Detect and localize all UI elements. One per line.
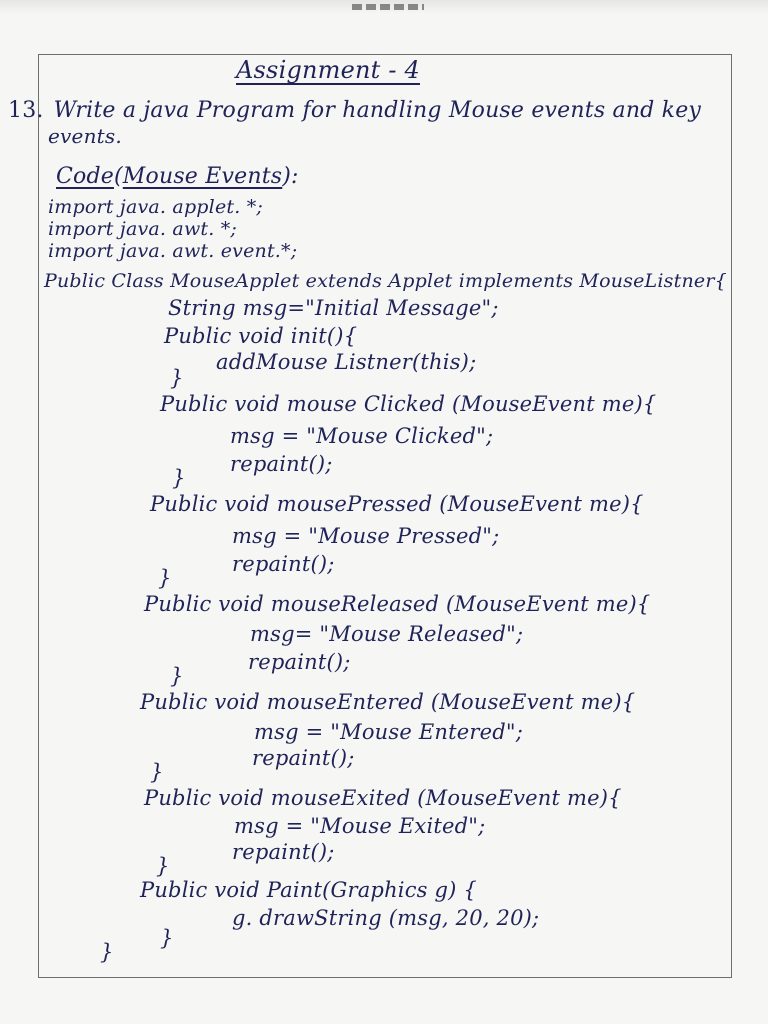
- code-label: Code: [56, 164, 114, 189]
- code-line: repaint();: [252, 746, 355, 770]
- code-line: import java. awt. *;: [48, 218, 238, 240]
- code-line: repaint();: [232, 552, 335, 576]
- code-line: import java. awt. event.*;: [48, 240, 298, 262]
- page-top-mark: [352, 4, 424, 10]
- code-heading-paren-close: ):: [282, 164, 299, 189]
- code-line: Public void mouse Clicked (MouseEvent me){: [160, 392, 657, 416]
- code-line: }: [172, 466, 186, 490]
- code-heading-paren-open: (: [113, 164, 123, 189]
- code-line: addMouse Listner(this);: [216, 350, 477, 374]
- code-line: msg = "Mouse Pressed";: [232, 524, 500, 548]
- code-line: import java. applet. *;: [48, 196, 264, 218]
- code-line: }: [160, 926, 174, 950]
- code-line: msg= "Mouse Released";: [250, 622, 524, 646]
- code-line: }: [170, 366, 184, 390]
- code-line: msg = "Mouse Entered";: [254, 720, 524, 744]
- page-border: [38, 54, 732, 978]
- code-line: Public void mouseReleased (MouseEvent me){: [144, 592, 651, 616]
- code-line: repaint();: [230, 452, 333, 476]
- code-line: }: [156, 854, 170, 878]
- code-line: Public void init(){: [164, 324, 358, 348]
- code-line: Public Class MouseApplet extends Applet implements MouseListner{: [44, 270, 727, 292]
- code-line: }: [100, 940, 114, 964]
- code-line: msg = "Mouse Exited";: [234, 814, 486, 838]
- code-line: Public void mouseExited (MouseEvent me){: [144, 786, 622, 810]
- code-line: Public void mousePressed (MouseEvent me){: [150, 492, 644, 516]
- code-line: }: [158, 566, 172, 590]
- question-line-1: [8, 98, 701, 123]
- code-line: }: [170, 664, 184, 688]
- question-line-2: events.: [48, 124, 122, 148]
- code-line: }: [150, 760, 164, 784]
- code-line: String msg="Initial Message";: [168, 296, 499, 320]
- code-heading: [56, 164, 299, 189]
- question-number: 13.: [8, 98, 44, 123]
- code-line: Public void Paint(Graphics g) {: [140, 878, 477, 902]
- code-line: Public void mouseEntered (MouseEvent me){: [140, 690, 636, 714]
- code-line: repaint();: [232, 840, 335, 864]
- mouse-events-label: Mouse Events: [122, 164, 283, 189]
- code-line: g. drawString (msg, 20, 20);: [232, 906, 540, 930]
- question-text: Write a java Program for handling Mouse events and key: [53, 98, 702, 123]
- assignment-title: Assignment - 4: [236, 56, 420, 84]
- code-line: repaint();: [248, 650, 351, 674]
- code-line: msg = "Mouse Clicked";: [230, 424, 494, 448]
